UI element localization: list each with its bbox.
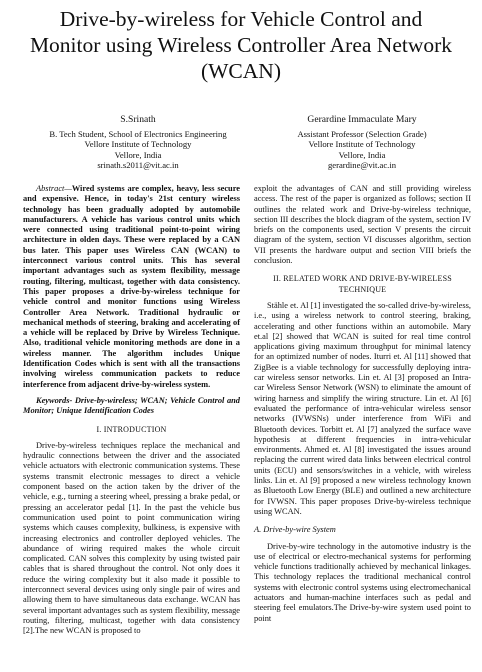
abstract-lead: Abstract— — [36, 184, 72, 193]
section-heading-introduction: I. INTRODUCTION — [96, 424, 167, 434]
keywords: Keywords- Drive-by-wireless; WCAN; Vehicle Control and Monitor; Unique Identification Codes — [23, 395, 240, 416]
right-column — [254, 184, 471, 624]
author-name: S.Srinath — [120, 114, 156, 125]
related-work-paragraph: Stähle et. Al [1] investigated the so-called drive-by-wireless, i.e., using a wireless network to control steering, braking, accelerating and other functions within an automobile. Mary et.al [2] showed that WCAN is suited for real time control applications giving maximum throughput for minimal latency for an optimized number of nodes. Iturri et. Al [11] showed that ZigBee is a viable technology for successfully deploying intra-car wireless sensor networks. Lin et. Al [3] proposed an Intra-car Wireless Sensor Network (WSN) to eliminate the amount of wiring harness and simplify the wiring structure. Lin et. Al [6] evaluated the performance of intra-vehicular wireless sensor networks (IVWSNs) under interference from WiFi and Bluetooth devices. Torbitt et. Al [7] analyzed the surface wave hypothesis at different frequencies in intra-vehicular environments. Ahmed et. Al [8] investigated the issues around replacing the current wired data links between electrical control units (ECU) and sensors/switches in a vehicle, with wireless links. Lin et. Al [9] proposed a new wireless technology known as Bluetooth Low Energy (BLE) and outlined a new architecture for IVWSN. This paper proposes Drive-by-wireless technique using WCAN. — [254, 300, 471, 516]
subsection-heading-drive-by-wire: A. Drive-by-wire System — [254, 525, 336, 535]
paper-title — [0, 6, 482, 84]
author-email: srinath.s2011@vit.ac.in — [97, 160, 179, 170]
abstract-text: Wired systems are complex, heavy, less secure and expensive. Hence, in today's 21st century wireless technology has been gradually adopted by automobile manufacturers. A vehicle has various control units which were connected using traditional point-to-point wiring architecture in olden days. These were replaced by a CAN bus later. This paper uses Wireless CAN (WCAN) to interconnect various control units. This has several important advantages such as system flexibility, message routing, filtering, multicast, together with data consistency. This paper proposes a drive-by-wireless technique for vehicle control and monitor functions using Wireless Controller Area Network. Traditional hydraulic or mechanical methods of steering, braking and accelerating of a vehicle will be replaced by Drive by Wireless Technique. Also, traditional vehicle monitoring methods are done in a wireless manner. The algorithm includes Unique Identification Codes which is sent with all the transactions involving wireless communication packets to reduce interference from adjacent drive-by-wireless system. — [23, 184, 240, 389]
author-city: Vellore, India — [338, 149, 386, 160]
drive-by-wire-paragraph: Drive-by-wire technology in the automotive industry is the use of electrical or electro-mechanical systems for performing vehicle functions traditionally achieved by mechanical linkages. This technology replaces the traditional mechanical control systems with electronic control systems using electromechanical actuators and human-machine interfaces such as pedal and steering feel emulators.The Drive-by-wire system used point to point — [254, 541, 471, 623]
author-block-2 — [262, 115, 462, 171]
introduction-paragraph: Drive-by-wireless techniques replace the mechanical and hydraulic connections between the driver and the associated vehicle actuators with electronic communication systems. These systems transmit electronic messages to direct a vehicle component based on the action taken by the driver of the vehicle, e.g., turning a steering wheel, pressing a brake pedal, or pressing an accelerator pedal [1]. In the past the vehicle bus communication used point to point communication wiring systems which causes complexity, bulkiness, is expensive with increasing electronics and controller deployed vehicles. The abundance of wiring required makes the whole circuit complicated. CAN solves this complexity by using twisted pair cables that is shared throughout the control. Not only does it reduce the wiring complexity but it also made it possible to interconnect several devices using only single pair of wires and allowing them to have simultaneous data exchange. WCAN has several important advantages such as system flexibility, message routing, filtering, multicast, together with data consistency [2].The new WCAN is proposed to — [23, 440, 240, 636]
abstract — [23, 184, 240, 390]
author-block-1 — [38, 115, 238, 171]
left-column — [23, 184, 240, 636]
paper-organization-paragraph: exploit the advantages of CAN and still providing wireless access. The rest of the paper is organized as follows; section II outlines the related work and Drive-by-wireless technique, section III describes the block diagram of the system, section IV briefs on the components used, section V presents the circuit diagram of the system, section VI discusses algorithm, section VII presents the hardware output and section VIII briefs the conclusion. — [254, 184, 471, 266]
title-line-2: Monitor using Wireless Controller Area Network — [29, 33, 453, 57]
author-institute: Vellore Institute of Technology — [308, 139, 416, 149]
author-city: Vellore, India — [114, 149, 162, 160]
title-line-3: (WCAN) — [200, 59, 281, 83]
title-line-1: Drive-by-wireless for Vehicle Control and — [59, 7, 423, 31]
section-heading-related-work: II. RELATED WORK AND DRIVE-BY-WIRELESS TECHNIQUE — [273, 274, 452, 294]
author-name: Gerardine Immaculate Mary — [307, 114, 417, 125]
author-institute: Vellore Institute of Technology — [84, 139, 192, 149]
author-affiliation: Assistant Professor (Selection Grade) — [297, 128, 427, 139]
author-affiliation: B. Tech Student, School of Electronics Engineering — [49, 128, 227, 139]
author-email: gerardine@vit.ac.in — [327, 160, 397, 170]
